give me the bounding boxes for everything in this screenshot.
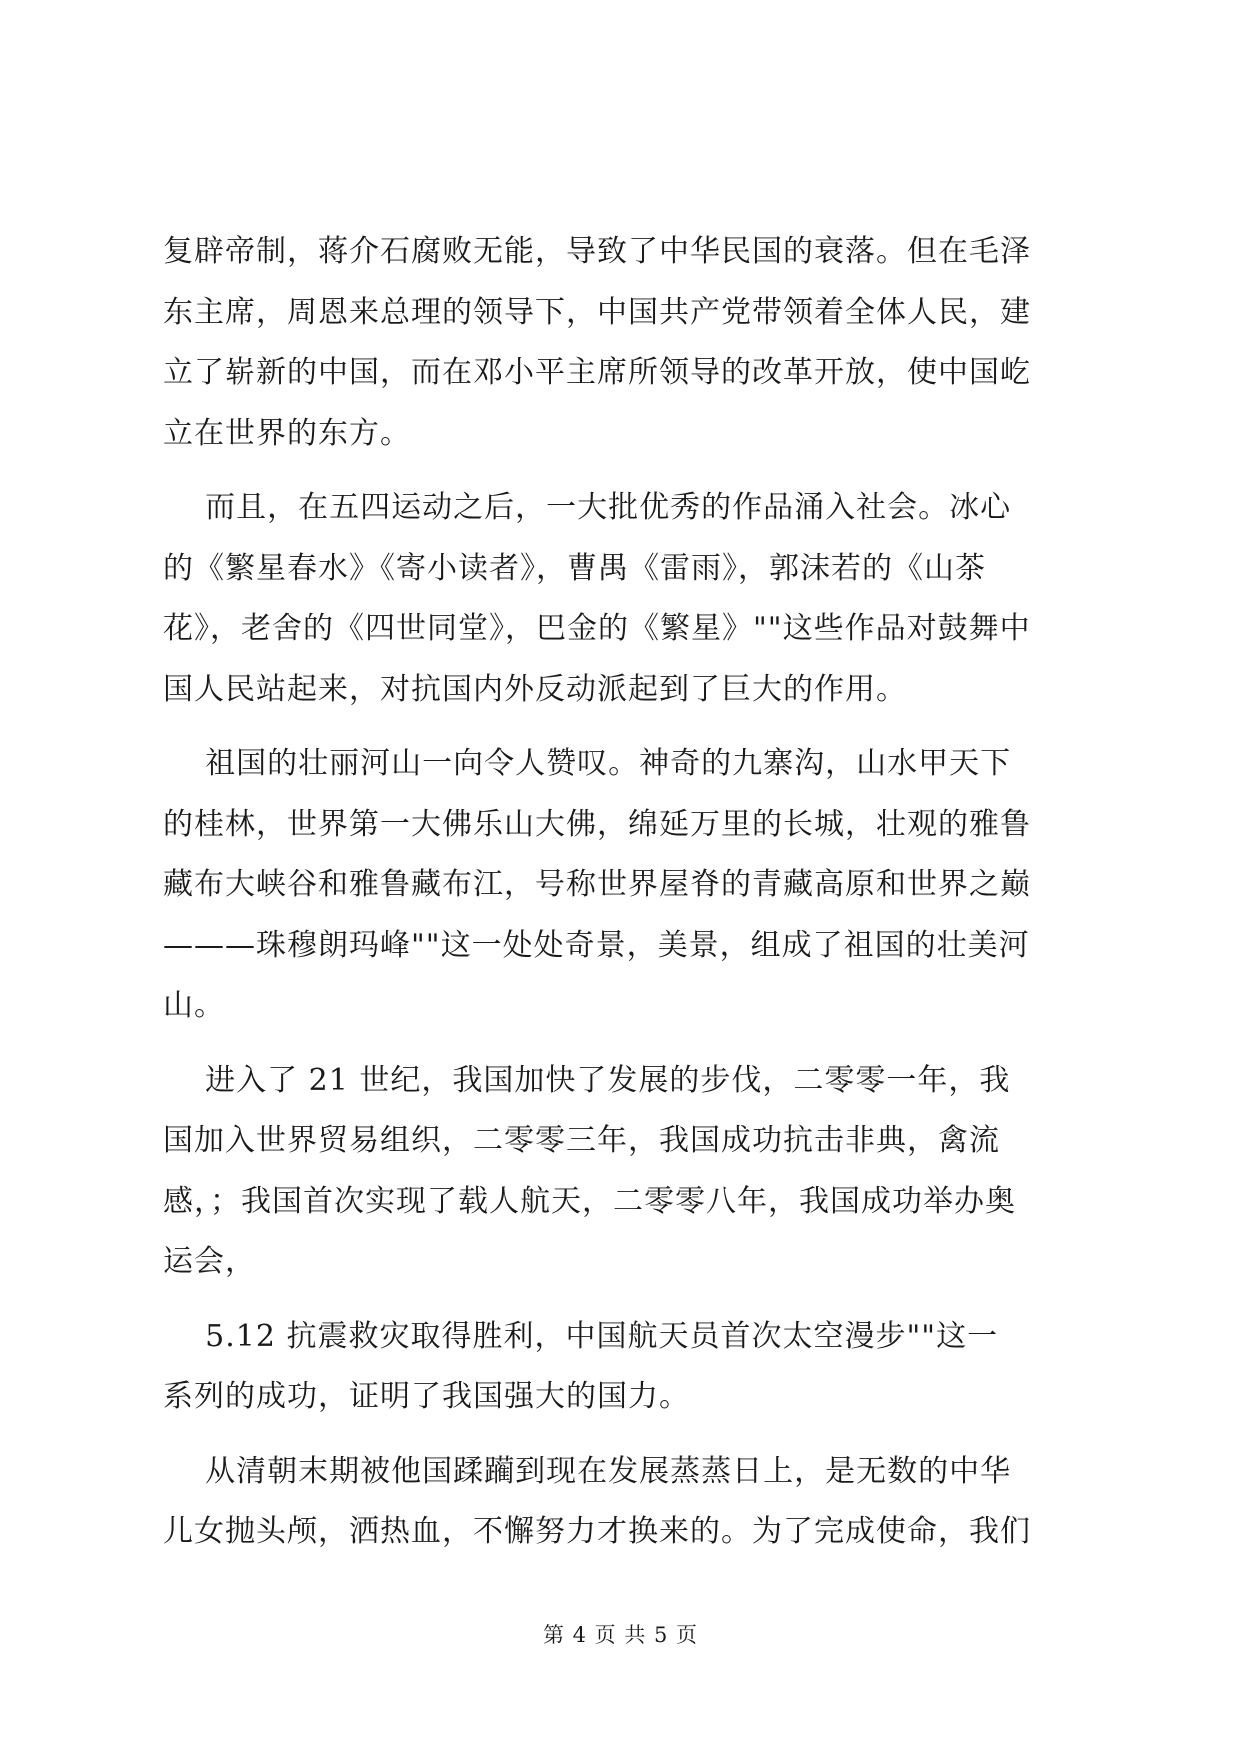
text-line: 儿女抛头颅，洒热血，不懈努力才换来的。为了完成使命，我们 bbox=[163, 1514, 1031, 1549]
text-line: 立了崭新的中国，而在邓小平主席所领导的改革开放，使中国屹 bbox=[163, 355, 1031, 390]
text-line: 山。 bbox=[163, 988, 225, 1023]
text-line: 复辟帝制，蒋介石腐败无能，导致了中华民国的衰落。但在毛泽 bbox=[163, 234, 1031, 269]
paragraph-4 bbox=[163, 1051, 1083, 1293]
text-line: 感，；我国首次实现了载人航天，二零零八年，我国成功举办奥 bbox=[163, 1183, 1016, 1219]
text-line: 的《繁星春水》《寄小读者》，曹禺《雷雨》，郭沫若的《山茶 bbox=[163, 550, 986, 586]
paragraph-5 bbox=[163, 1307, 1083, 1428]
text-line: 立在世界的东方。 bbox=[163, 415, 411, 451]
text-line: ———珠穆朗玛峰""这一处处奇景，美景，组成了祖国的壮美河 bbox=[163, 927, 1030, 963]
text-line: 系列的成功，证明了我国强大的国力。 bbox=[163, 1379, 690, 1414]
text-line: 5.12 抗震救灾取得胜利，中国航天员首次太空漫步""这一 bbox=[163, 1318, 999, 1354]
text-line: 进入了 21 世纪，我国加快了发展的步伐，二零零一年，我 bbox=[163, 1062, 1011, 1098]
body-text bbox=[163, 222, 1083, 1563]
paragraph-1 bbox=[163, 222, 1083, 464]
text-line: 的桂林，世界第一大佛乐山大佛，绵延万里的长城，壮观的雅鲁 bbox=[163, 806, 1031, 842]
text-line: 而且，在五四运动之后，一大批优秀的作品涌入社会。冰心 bbox=[163, 490, 1012, 525]
text-line: 藏布大峡谷和雅鲁藏布江，号称世界屋脊的青藏高原和世界之巅 bbox=[163, 867, 1031, 902]
paragraph-6 bbox=[163, 1442, 1083, 1563]
text-line: 运会， bbox=[163, 1244, 256, 1279]
text-line: 花》，老舍的《四世同堂》，巴金的《繁星》""这些作品对鼓舞中 bbox=[163, 611, 1031, 646]
text-line: 东主席，周恩来总理的领导下，中国共产党带领着全体人民，建 bbox=[163, 294, 1031, 330]
text-line: 国加入世界贸易组织，二零零三年，我国成功抗击非典，禽流 bbox=[163, 1123, 1000, 1158]
text-line: 国人民站起来，对抗国内外反动派起到了巨大的作用。 bbox=[163, 671, 907, 707]
page-number-footer: 第 4 页 共 5 页 bbox=[542, 1623, 699, 1647]
text-line: 祖国的壮丽河山一向令人赞叹。神奇的九寨沟，山水甲天下 bbox=[163, 746, 1012, 781]
paragraph-3 bbox=[163, 734, 1083, 1037]
paragraph-2 bbox=[163, 478, 1083, 720]
text-line: 从清朝末期被他国蹂躏到现在发展蒸蒸日上，是无数的中华 bbox=[163, 1453, 1012, 1489]
